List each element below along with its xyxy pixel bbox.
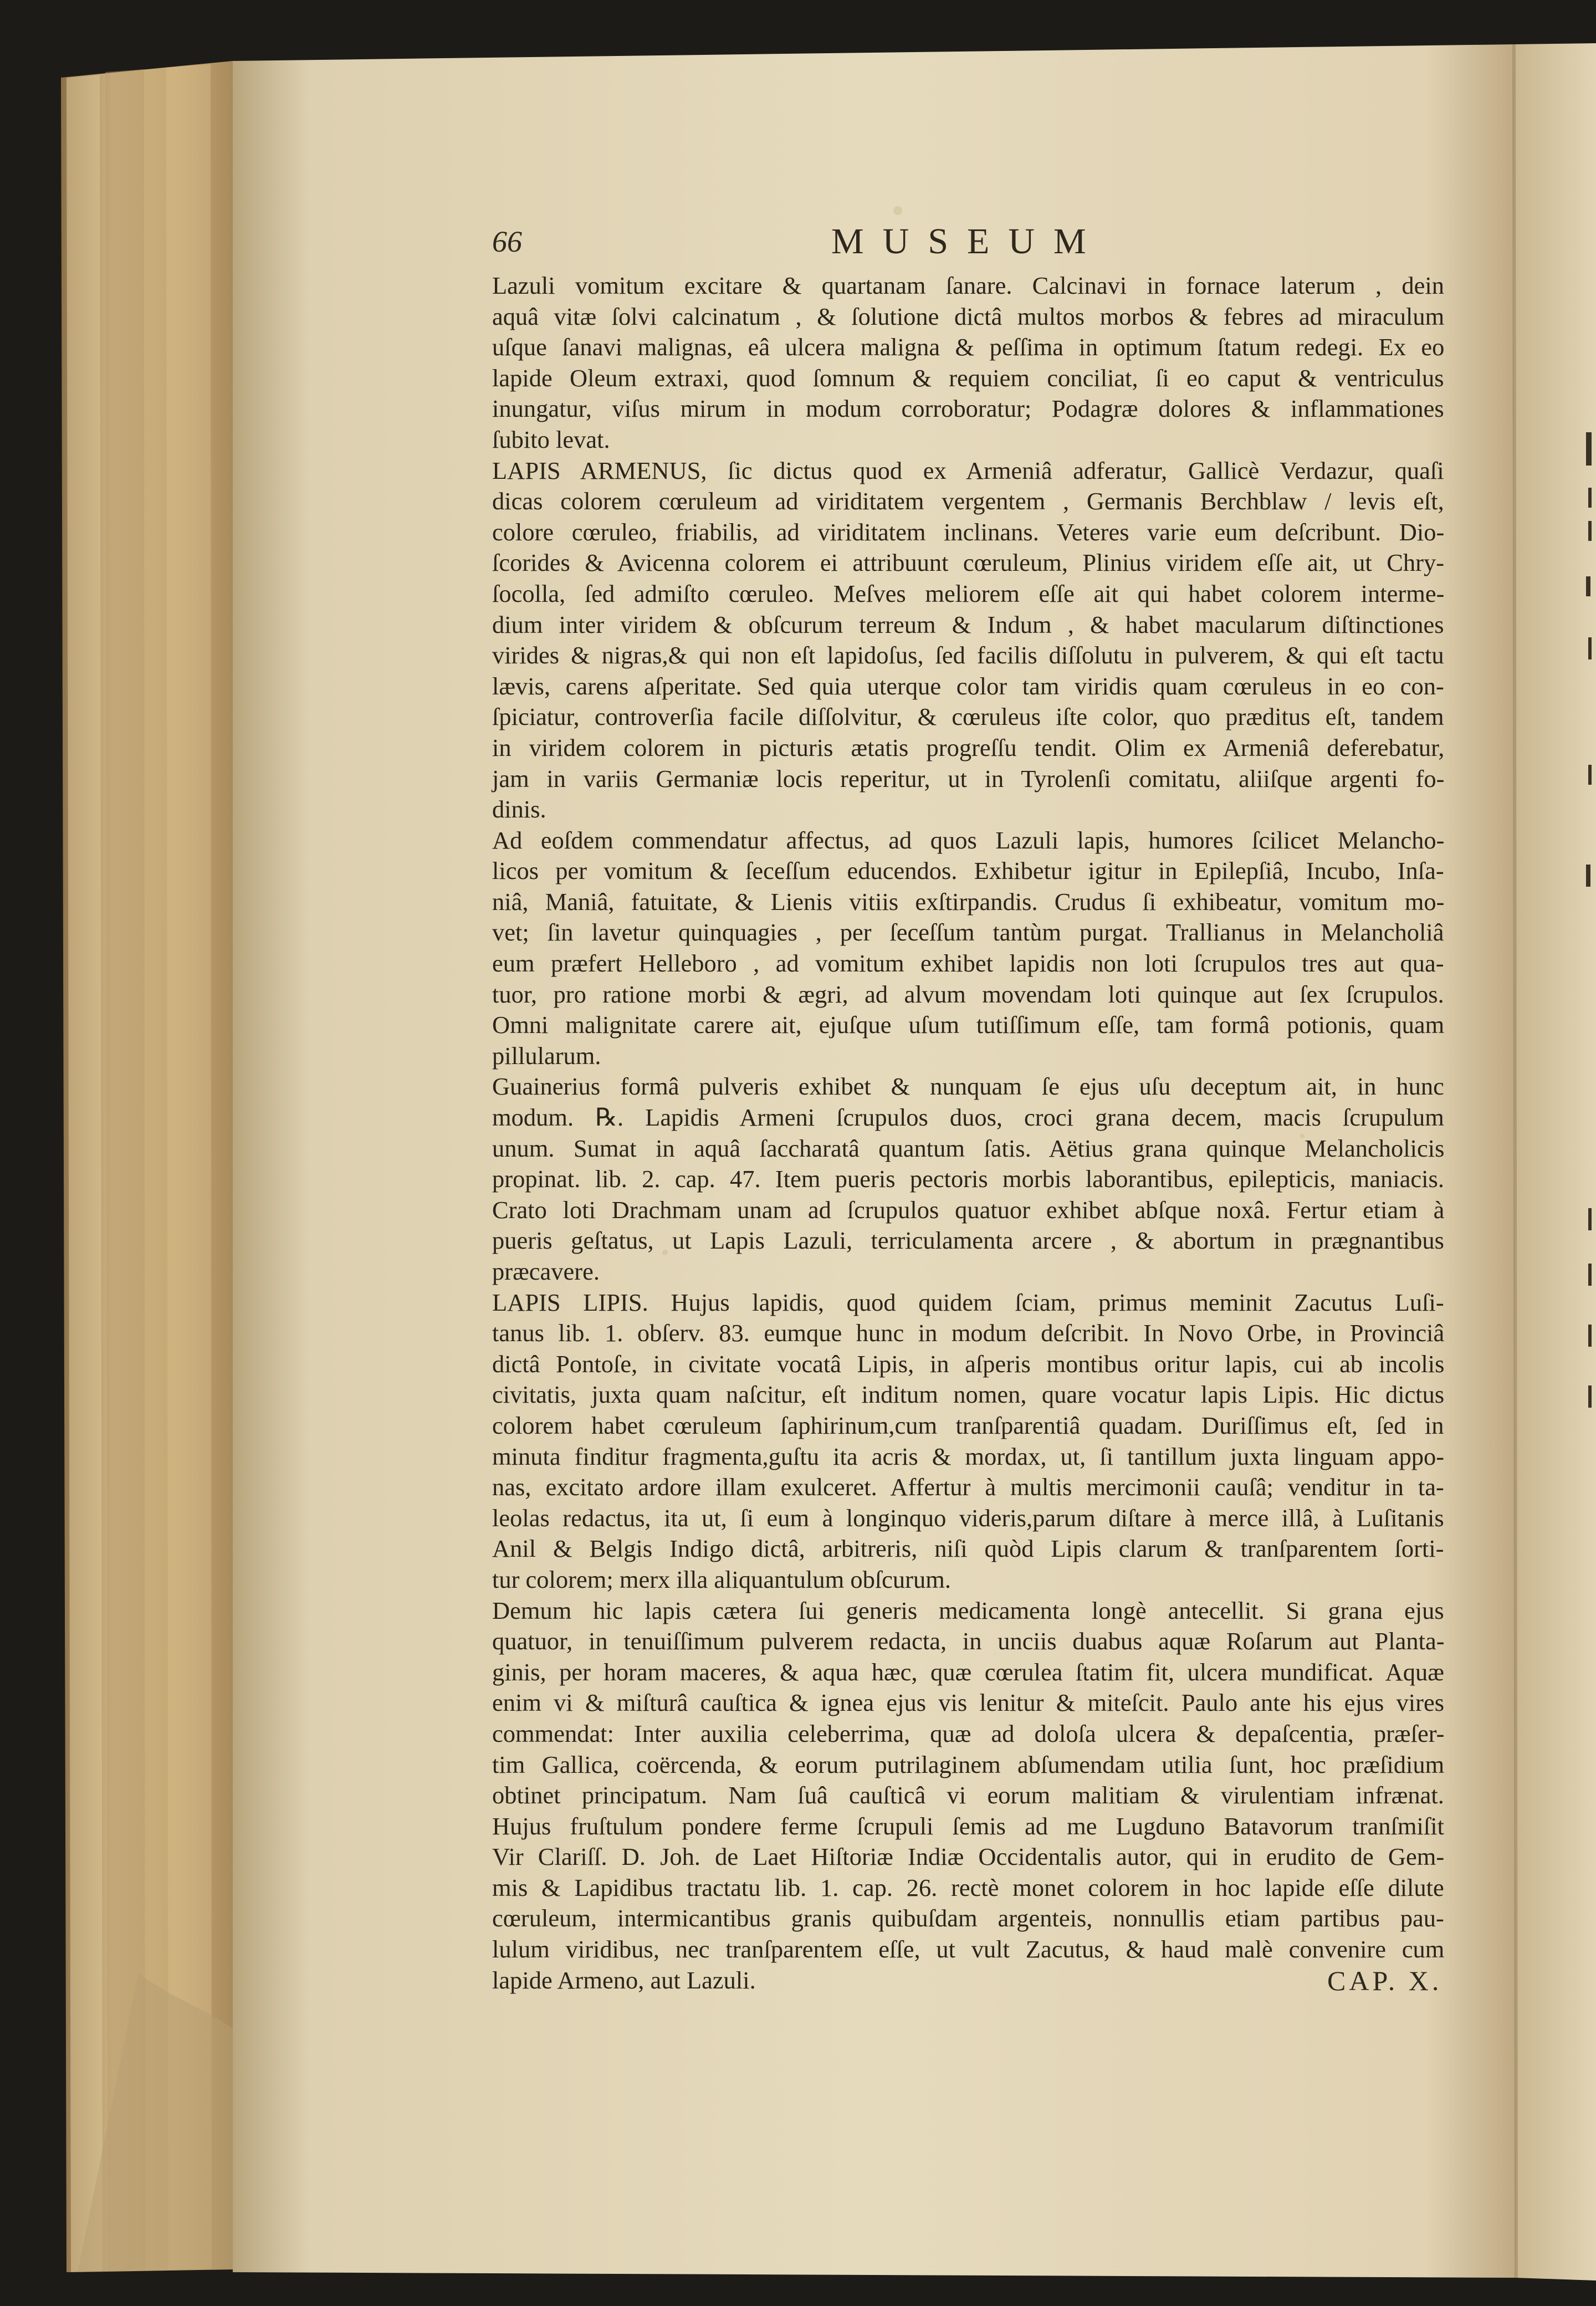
text-line: pueris geſtatus, ut Lapis Lazuli, terriculamenta arcere , & abortum in prægnantibus xyxy=(492,1226,1444,1255)
text-line: Anil & Belgis Indigo dictâ, arbitreris, niſi quòd Lipis clarum & tranſparentem ſorti- xyxy=(492,1535,1444,1563)
text-line: dicas colorem cœruleum ad viriditatem vergentem , Germanis Berchblaw / levis eſt, xyxy=(492,487,1444,515)
text-line: jam in variis Germaniæ locis reperitur, ut in Tyrolenſi comitatu, aliiſque argenti fo- xyxy=(492,764,1445,792)
text-line: dictâ Pontoſe, in civitate vocatâ Lipis, in aſperis montibus oritur lapis, cui ab incolis xyxy=(492,1349,1445,1378)
text-line: præcavere. xyxy=(492,1257,600,1285)
text-line: Crato loti Drachmam unam ad ſcrupulos quatuor exhibet abſque noxâ. Fertur etiam à xyxy=(492,1195,1445,1224)
text-line: Ad eoſdem commendatur affectus, ad quos Lazuli lapis, humores ſcilicet Melancho- xyxy=(492,826,1445,854)
text-line: civitatis, juxta quam naſcitur, eſt inditum nomen, quare vocatur lapis Lipis. Hic dictus xyxy=(492,1380,1445,1409)
text-line: lævis, carens aſperitate. Sed quia uterque color tam viridis quam cœruleus in eo con- xyxy=(492,672,1444,700)
catchword: CAP. X. xyxy=(1327,1965,1442,1996)
text-line: tuor, pro ratione morbi & ægri, ad alvum movendam loti quinque aut ſex ſcrupulos. xyxy=(492,980,1444,1008)
text-line: lulum viridibus, nec tranſparentem eſſe, ut vult Zacutus, & haud malè convenire cum xyxy=(492,1935,1445,1964)
text-line: tur colorem; merx illa aliquantulum obſcurum. xyxy=(492,1565,951,1593)
text-line: Omni malignitate carere ait, ejuſque uſum tutiſſimum eſſe, tam formâ potionis, quam xyxy=(492,1011,1445,1039)
text-line: virides & nigras,& qui non eſt lapidoſus, ſed facilis diſſolutu in pulverem, & qui eſt tactu xyxy=(492,641,1444,669)
text-line: mis & Lapidibus tractatu lib. 1. cap. 26. rectè monet colorem in hoc lapide eſſe dilute xyxy=(492,1873,1444,1901)
text-line: vet; ſin lavetur quinquagies , per ſeceſſum tantùm purgat. Trallianus in Melancholiâ xyxy=(492,918,1444,947)
text-line: colore cœruleo, friabilis, ad viriditatem inclinans. Veteres varie eum deſcribunt. Dio- xyxy=(492,518,1445,546)
text-line: ſcorides & Avicenna colorem ei attribuunt cœruleum, Plinius viridem eſſe ait, ut Chry- xyxy=(492,549,1445,577)
text-line: tanus lib. 1. obſerv. 83. eumque hunc in modum deſcribit. In Novo Orbe, in Provinciâ xyxy=(492,1319,1445,1347)
text-line: ſubito levat. xyxy=(492,425,610,453)
text-line: lapide Oleum extraxi, quod ſomnum & requiem conciliat, ſi eo caput & ventriculus xyxy=(492,364,1444,392)
text-line: ſpiciatur, controverſia facile diſſolvitur, & cœruleus iſte color, quo præditus eſt, tandem xyxy=(492,703,1444,731)
running-head: MUSEUM xyxy=(831,221,1105,262)
text-line: commendat: Inter auxilia celeberrima, quæ ad doloſa ulcera & depaſcentia, præſer- xyxy=(492,1719,1445,1747)
text-line: Demum hic lapis cætera ſui generis medicamenta longè antecellit. Si grana ejus xyxy=(492,1596,1444,1624)
text-line: Guainerius formâ pulveris exhibet & nunquam ſe ejus uſu deceptum ait, in hunc xyxy=(492,1072,1444,1101)
text-line: aquâ vitæ ſolvi calcinatum , & ſolutione dictâ multos morbos & febres ad miraculum xyxy=(492,302,1445,330)
text-line: tim Gallica, coërcenda, & eorum putrilaginem abſumendam utilia ſunt, hoc præſidium xyxy=(492,1750,1445,1778)
text-line: Lazuli vomitum excitare & quartanam ſanare. Calcinavi in fornace laterum , dein xyxy=(492,272,1444,299)
text-line: modum. ℞. Lapidis Armeni ſcrupulos duos, croci grana decem, macis ſcrupulum xyxy=(492,1103,1444,1132)
text-line: licos per vomitum & ſeceſſum educendos. Exhibetur igitur in Epilepſiâ, Incubo, Inſa- xyxy=(492,857,1444,885)
text-line: inungatur, viſus mirum in modum corroboratur; Podagræ dolores & inflammationes xyxy=(492,395,1444,423)
text-line: colorem habet cœruleum ſaphirinum,cum tranſparentiâ quadam. Duriſſimus eſt, ſed in xyxy=(492,1411,1444,1439)
text-line: ginis, per horam maceres, & aqua hæc, quæ cœrulea ſtatim fit, ulcera mundificat. Aquæ xyxy=(492,1658,1444,1686)
text-line: dium inter viridem & obſcurum terreum & Indum , & habet macularum diſtinctiones xyxy=(492,610,1444,638)
text-line: pillularum. xyxy=(492,1041,601,1070)
text-line: quatuor, in tenuiſſimum pulverem redacta, in unciis duabus aquæ Roſarum aut Planta- xyxy=(492,1627,1445,1655)
text-line: LAPIS ARMENUS, ſic dictus quod ex Armeniâ adferatur, Gallicè Verdazur, quaſi xyxy=(492,456,1444,484)
text-line: LAPIS LIPIS. Hujus lapidis, quod quidem ſciam, primus meminit Zacutus Luſi- xyxy=(492,1288,1444,1316)
text-line: cœruleum, intermicantibus granis quibuſdam argenteis, nonnullis etiam partibus pau- xyxy=(492,1904,1444,1932)
text-line: eum præfert Helleboro , ad vomitum exhibet lapidis non loti ſcrupulos tres aut qua- xyxy=(492,949,1444,978)
text-line: Hujus fruſtulum pondere ferme ſcrupuli ſemis ad me Lugduno Batavorum tranſmiſit xyxy=(492,1812,1444,1840)
text-line: Vir Clariſſ. D. Joh. de Laet Hiſtoriæ Indiæ Occidentalis autor, qui in erudito de Gem- xyxy=(492,1843,1445,1871)
text-line: unum. Sumat in aquâ ſaccharatâ quantum ſatis. Aëtius grana quinque Melancholicis xyxy=(492,1134,1445,1162)
text-line: propinat. lib. 2. cap. 47. Item pueris pectoris morbis laborantibus, epilepticis, maniacis. xyxy=(492,1165,1444,1193)
text-line: in viridem colorem in picturis ætatis progreſſu tendit. Olim ex Armeniâ deferebatur, xyxy=(492,733,1445,761)
text-line: minuta finditur fragmenta,guſtu ita acris & mordax, ut, ſi tantillum juxta linguam appo- xyxy=(492,1442,1445,1470)
text-line: leolas redactus, ita ut, ſi eum à longinquo videris,parum diſtare à merce illâ, à Luſitanis xyxy=(492,1504,1444,1532)
body-text xyxy=(492,270,1444,1996)
text-line: uſque ſanavi malignas, eâ ulcera maligna & peſſima in optimum ſtatum redegi. Ex eo xyxy=(492,333,1445,361)
text-line: enim vi & miſturâ cauſtica & ignea ejus vis lenitur & miteſcit. Paulo ante his ejus vires xyxy=(492,1689,1445,1717)
text-line: ſocolla, ſed admiſto cœruleo. Meſves meliorem eſſe ait qui habet colorem interme- xyxy=(492,579,1445,607)
text-line: dinis. xyxy=(492,795,546,824)
text-line: nas, excitato ardore illam exulceret. Affertur à multis mercimonii cauſâ; venditur in ta- xyxy=(492,1473,1444,1501)
text-line: niâ, Maniâ, fatuitate, & Lienis vitiis exſtirpandis. Crudus ſi exhibeatur, vomitum mo- xyxy=(492,887,1445,916)
text-line: lapide Armeno, aut Lazuli. xyxy=(492,1966,756,1994)
text-line: obtinet principatum. Nam ſuâ cauſticâ vi eorum malitiam & virulentiam infrænat. xyxy=(492,1781,1444,1809)
page-number: 66 xyxy=(492,225,522,258)
